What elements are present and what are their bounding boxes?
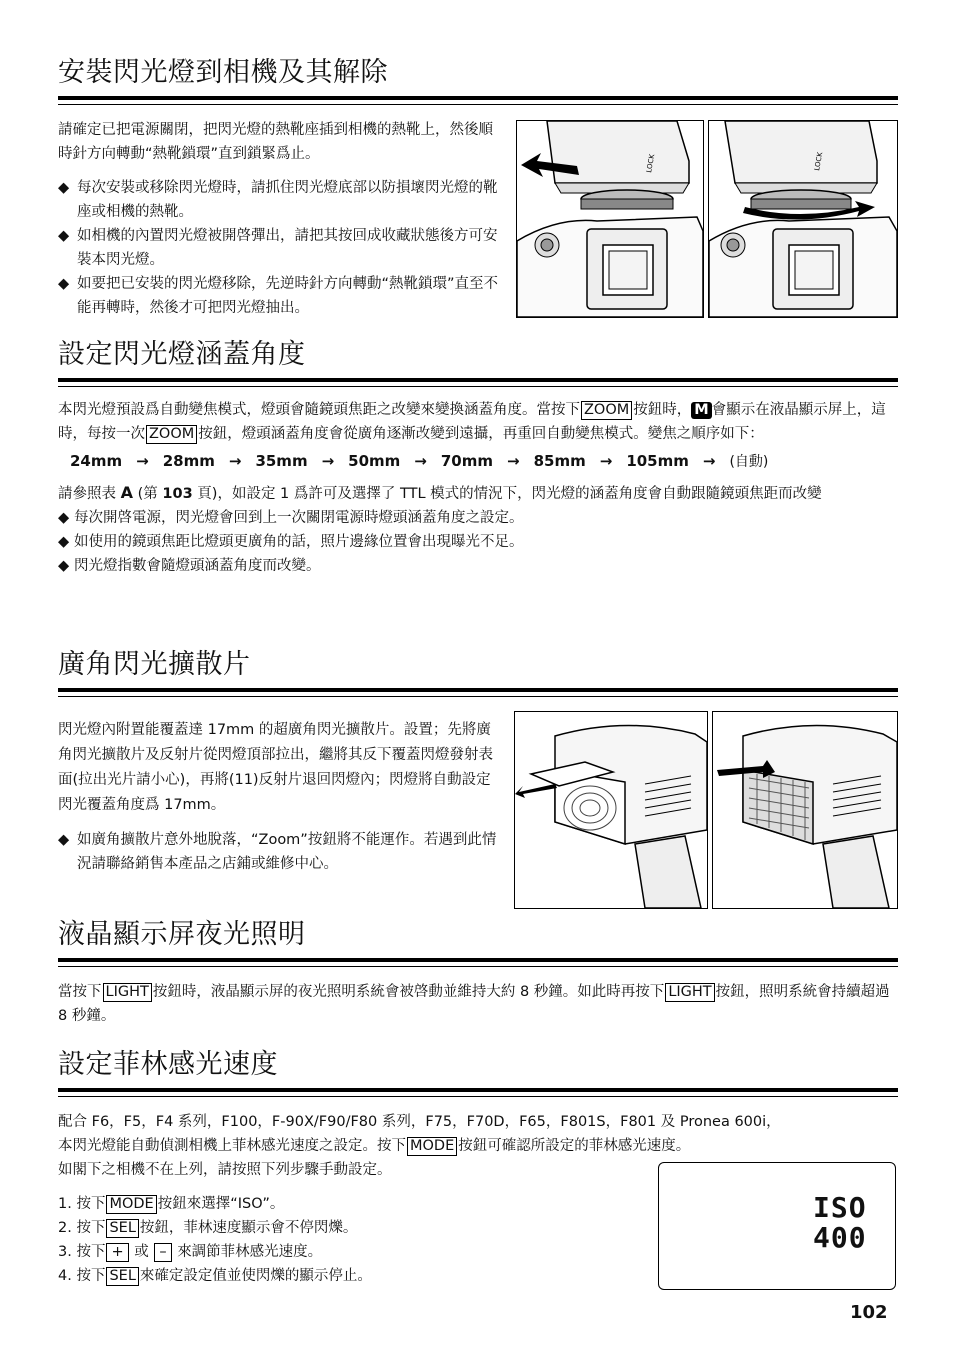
section1-body (58, 118, 504, 320)
bullet-marker: ◆ (58, 558, 70, 574)
section2-paragraph: 本閃光燈預設爲自動變焦模式，燈頭會隨鏡頭焦距之改變來變換涵蓋角度。當按下 ZOOM 按鈕時， M 會顯示在液晶顯示屏上，這時，每按一次 ZOOM 按鈕，燈頭涵蓋角度會從廣角逐漸改變到遠攝，再重回自動變焦模式。變焦之順序如下： (58, 402, 886, 442)
section-rule (58, 96, 898, 100)
lcd-panel (658, 1162, 896, 1290)
m-mode-icon: M (691, 402, 711, 419)
bullet-item: ◆ 每次開啓電源，閃光燈會回到上一次關閉電源時燈頭涵蓋角度之設定。 (58, 506, 898, 530)
mode-key-label: MODE (407, 1137, 457, 1156)
section-rule (58, 378, 898, 382)
plus-key-label: + (106, 1243, 128, 1262)
compatible-cameras: 配合 F6，F5，F4 系列，F100，F-90X/F90/F80 系列，F75，F70D，F65，F801S，F801 及 Pronea 600i， (58, 1114, 781, 1130)
bullet-item: ◆ 如使用的鏡頭焦距比燈頭更廣角的話，照片邊緣位置會出現曝光不足。 (58, 530, 898, 554)
bullet-item: ◆ 如要把已安裝的閃光燈移除，先逆時針方向轉動“熱靴鎖環”直至不能再轉時，然後才可把閃光燈抽出。 (58, 272, 504, 320)
bullet-item: ◆ 如廣角擴散片意外地脫落，“Zoom”按鈕將不能運作。若遇到此情況請聯絡銷售本產品之店鋪或維修中心。 (58, 828, 504, 876)
bullet-item: ◆ 閃光燈指數會隨燈頭涵蓋角度而改變。 (58, 554, 898, 578)
section-title-coverage-angle: 設定閃光燈涵蓋角度 (58, 339, 306, 370)
zoom-key-label: ZOOM (581, 401, 632, 420)
table-ref: A (120, 483, 133, 502)
step-item: 3. 按下 + 或 – 來調節菲林感光速度。 (58, 1244, 323, 1260)
bullet-marker: ◆ (58, 534, 70, 550)
section-title-film-speed: 設定菲林感光速度 (58, 1049, 278, 1080)
section5-paragraph: 本閃光燈能自動偵測相機上菲林感光速度之設定。按下 MODE 按鈕可確認所設定的菲林感光速度。 (58, 1138, 691, 1154)
section-title-mount-flash: 安裝閃光燈到相機及其解除 (58, 57, 388, 88)
bullet-marker: ◆ (58, 276, 70, 292)
section-title-lcd-illuminator: 液晶顯示屏夜光照明 (58, 919, 306, 950)
mount-illustration-right (708, 120, 898, 318)
bullet-marker: ◆ (58, 228, 70, 244)
bullet-marker: ◆ (58, 832, 70, 848)
wide-panel-illustration-left (514, 711, 708, 909)
table-reference-paragraph: 請參照表 A (第 103 頁)，如設定 1 爲許可及選擇了 TTL 模式的情況下，閃光燈的涵蓋角度會自動跟隨鏡頭焦距而改變 (58, 483, 822, 502)
mount-illustration-left (516, 120, 704, 318)
step-item: 1. 按下 MODE 按鈕來選擇“ISO”。 (58, 1196, 285, 1212)
mount-drawing (517, 121, 703, 317)
lcd-iso-label: ISO (813, 1191, 867, 1224)
lock-label: LOCK (813, 151, 825, 172)
mount-drawing (709, 121, 897, 317)
bullet-item: ◆ 每次安裝或移除閃光燈時，請抓住閃光燈底部以防損壞閃光燈的靴座或相機的熱靴。 (58, 176, 504, 224)
bullet-marker: ◆ (58, 510, 70, 526)
section-rule (58, 1088, 898, 1092)
section3-intro: 閃光燈內附置能覆蓋達 17mm 的超廣角閃光擴散片。設置；先將廣角閃光擴散片及反射片從閃燈頂部拉出，繼將其反下覆蓋閃燈發射表面(拉出光片請小心)，再將(11)反射片退回閃燈內；閃燈將自動設定閃光覆蓋角度爲 17mm。 (58, 722, 493, 813)
sel-key-label: SEL (106, 1219, 138, 1238)
bullet-item: ◆ 如相機的內置閃光燈被開啓彈出，請把其按回成收藏狀態後方可安裝本閃光燈。 (58, 224, 504, 272)
light-key-label: LIGHT (103, 983, 152, 1002)
section4-paragraph: 當按下 LIGHT 按鈕時，液晶顯示屏的夜光照明系統會被啓動並維持大約 8 秒鐘。如此時再按下 LIGHT 按鈕，照明系統會持續超過 8 秒鐘。 (58, 984, 890, 1024)
step-item: 4. 按下 SEL 來確定設定值並使閃爍的顯示停止。 (58, 1268, 372, 1284)
section-rule (58, 688, 898, 692)
wide-panel-drawing (515, 712, 707, 908)
page-ref: 103 (162, 486, 193, 502)
step-item: 2. 按下 SEL 按鈕，菲林速度顯示會不停閃爍。 (58, 1220, 358, 1236)
zoom-key-label: ZOOM (146, 425, 197, 444)
wide-panel-drawing (713, 712, 897, 908)
zoom-sequence: 24mm → 28mm → 35mm → 50mm → 70mm → 85mm → 105mm → (自動) (70, 452, 769, 470)
lock-label: LOCK (645, 153, 657, 174)
page-number: 102 (850, 1302, 888, 1323)
section5-note: 如閣下之相機不在上列，請按照下列步驟手動設定。 (58, 1162, 392, 1178)
section-rule (58, 958, 898, 962)
bullet-marker: ◆ (58, 180, 70, 196)
minus-key-label: – (154, 1243, 171, 1262)
sel-key-label: SEL (106, 1267, 138, 1286)
section2-body (58, 398, 898, 578)
section-title-wide-panel: 廣角閃光擴散片 (58, 649, 251, 680)
lcd-iso-value: 400 (813, 1221, 867, 1254)
light-key-label: LIGHT (665, 983, 714, 1002)
section1-intro: 請確定已把電源關閉，把閃光燈的熱靴座插到相機的熱靴上，然後順時針方向轉動“熱靴鎖環”直到鎖緊爲止。 (58, 122, 493, 162)
wide-panel-illustration-right (712, 711, 898, 909)
section3-body (58, 718, 504, 876)
mode-key-label: MODE (106, 1195, 156, 1214)
